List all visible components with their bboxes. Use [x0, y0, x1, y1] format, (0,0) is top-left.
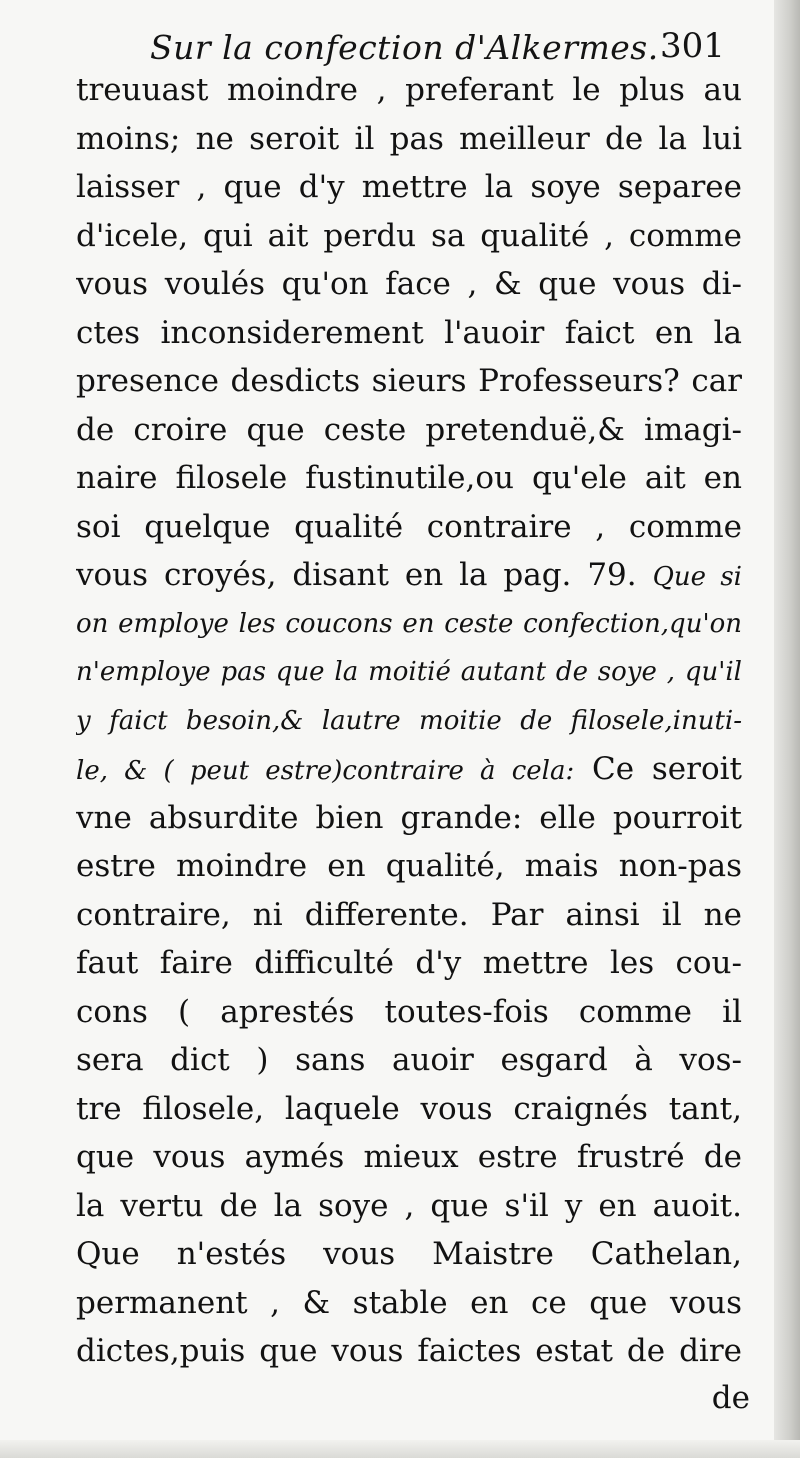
text-line: naire filosele fustinutile,ou qu'ele ait en — [76, 460, 742, 496]
text-line: la vertu de la soye , que s'il y en auoit. — [76, 1187, 742, 1224]
page-edge-shadow-bottom — [0, 1440, 800, 1458]
running-title: Sur la confection d'Alkermes. — [150, 28, 659, 67]
text-line: soi quelque qualité contraire , comme — [76, 508, 742, 545]
page-edge-shadow-right — [774, 0, 800, 1458]
text-line: que vous aymés mieux estre frustré de — [76, 1139, 742, 1175]
italic-segment: Que si — [652, 562, 742, 592]
catchword: de — [711, 1380, 750, 1416]
italic-segment: le, & ( peut estre)contraire à cela: — [76, 756, 575, 786]
body-text — [76, 66, 742, 1376]
text-line: moins; ne seroit il pas meilleur de la lui — [76, 120, 742, 157]
text-line: presence desdicts sieurs Professeurs? car — [76, 363, 742, 399]
text-line: estre moindre en qualité, mais non-pas — [76, 848, 742, 884]
text-line: d'icele, qui ait perdu sa qualité , comme — [76, 217, 742, 254]
text-line: tre filosele, laquele vous craignés tant, — [76, 1090, 742, 1127]
text-line: sera dict ) sans auoir esgard à vos- — [76, 1042, 742, 1078]
text-line: de croire que ceste pretenduë,& imagi- — [76, 411, 742, 448]
page-number: 301 — [660, 26, 725, 66]
text-line: Que n'estés vous Maistre Cathelan, — [76, 1236, 742, 1272]
roman-segment: vous croyés, disant en la pag. 79. — [76, 557, 637, 593]
text-line: dictes,puis que vous faictes estat de dire — [76, 1333, 742, 1369]
text-line: treuuast moindre , preferant le plus au — [76, 72, 742, 108]
text-line: permanent , & stable en ce que vous — [76, 1284, 742, 1321]
text-line: ctes inconsiderement l'auoir faict en la — [76, 314, 742, 351]
roman-segment: Ce seroit — [592, 751, 742, 787]
page-header — [150, 22, 750, 72]
text-line-mixed — [76, 745, 742, 794]
text-line: contraire, ni differente. Par ainsi il ne — [76, 896, 742, 933]
text-line-italic: y faict besoin,& lautre moitie de filosele,inuti- — [76, 705, 742, 736]
text-line: laisser , que d'y mettre la soye separee — [76, 169, 742, 205]
text-line-mixed — [76, 551, 742, 600]
text-line: vous voulés qu'on face , & que vous di- — [76, 266, 742, 302]
text-line: vne absurdite bien grande: elle pourroit — [76, 799, 742, 836]
text-line-italic: n'employe pas que la moitié autant de soye , qu'il — [76, 657, 742, 687]
text-line-italic: on employe les coucons en ceste confection,qu'on — [76, 608, 742, 639]
text-line: cons ( aprestés toutes-fois comme il — [76, 993, 742, 1030]
text-line: faut faire difficulté d'y mettre les cou- — [76, 945, 742, 981]
